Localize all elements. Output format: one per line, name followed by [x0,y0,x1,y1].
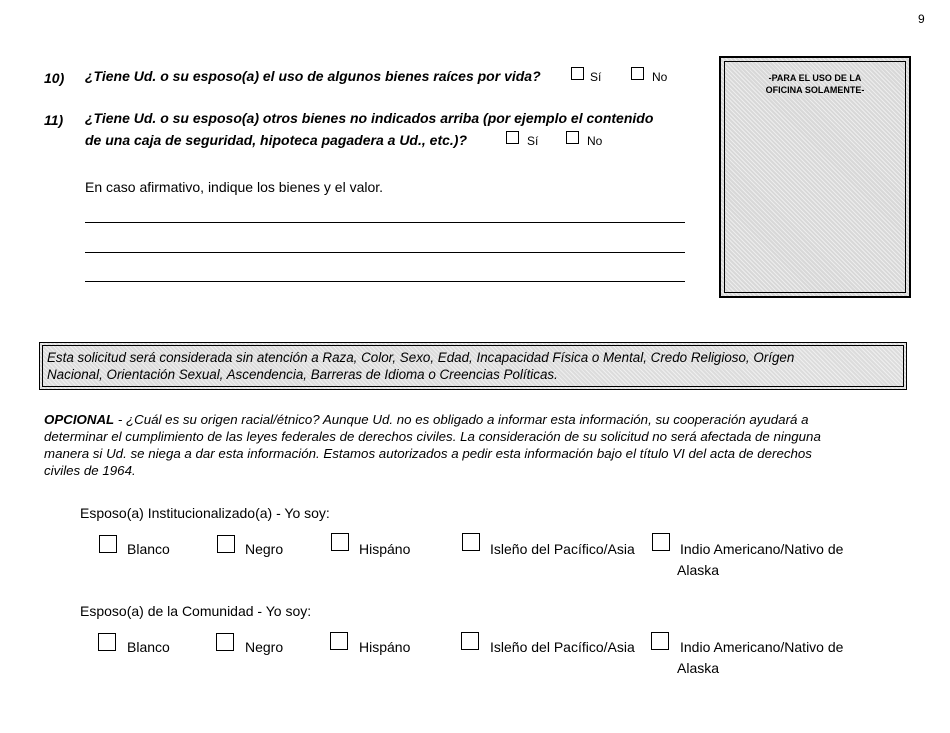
optional-line1 [44,411,914,428]
institutionalized-negro-checkbox[interactable] [217,535,235,553]
office-use-label-line2: OFICINA SOLAMENTE- [765,85,865,95]
question-10-si-checkbox[interactable] [571,67,584,80]
question-11-si-label: Sí [527,134,539,148]
question-10-no-label: No [652,70,668,84]
notice-text [47,349,898,383]
question-10-number: 10) [44,70,65,86]
optional-line1-text: - ¿Cuál es su origen racial/étnico? Aunque Ud. no es obligado a informar esta información, su cooperación ayudará a [114,412,809,427]
community-spouse-heading: Esposo(a) de la Comunidad - Yo soy: [80,603,312,619]
institutionalized-hispano-checkbox[interactable] [331,533,349,551]
page-number: 9 [918,12,925,26]
optional-line3: manera si Ud. se niega a dar esta información. Estamos autorizados a pedir esta información bajo el título VI del acta de derechos [44,446,812,461]
institutionalized-native-checkbox[interactable] [652,533,670,551]
community-hispano-checkbox[interactable] [330,632,348,650]
institutionalized-pacific-asia-label: Isleño del Pacífico/Asia [490,541,635,557]
institutionalized-native-label: Indio Americano/Nativo de [680,541,844,557]
community-hispano-label: Hispáno [359,639,411,655]
asset-line-3[interactable] [85,281,685,282]
optional-line4: civiles de 1964. [44,463,136,478]
institutionalized-blanco-label: Blanco [127,541,170,557]
question-11-si-checkbox[interactable] [506,131,519,144]
office-use-label [725,72,905,96]
institutionalized-native-label-cont: Alaska [677,562,720,578]
optional-label: OPCIONAL [44,412,115,427]
notice-line2: Nacional, Orientación Sexual, Ascendencia, Barreras de Idioma o Creencias Políticas. [47,367,558,382]
institutionalized-spouse-heading: Esposo(a) Institucionalizado(a) - Yo soy: [80,505,330,521]
institutionalized-pacific-asia-checkbox[interactable] [462,533,480,551]
question-10-no-checkbox[interactable] [631,67,644,80]
community-pacific-asia-label: Isleño del Pacífico/Asia [490,639,635,655]
office-use-inner-border [724,61,906,293]
asset-line-2[interactable] [85,252,685,253]
institutionalized-hispano-label: Hispáno [359,541,411,557]
non-discrimination-notice [39,342,907,390]
community-native-label-cont: Alaska [677,660,720,676]
community-pacific-asia-checkbox[interactable] [461,632,479,650]
institutionalized-negro-label: Negro [245,541,284,557]
question-11-number: 11) [44,112,64,128]
notice-line1: Esta solicitud será considerada sin atención a Raza, Color, Sexo, Edad, Incapacidad Física o Mental, Credo Religioso, Orígen [47,350,795,365]
institutionalized-blanco-checkbox[interactable] [99,535,117,553]
community-negro-checkbox[interactable] [216,633,234,651]
question-11-no-label: No [587,134,603,148]
question-10-si-label: Sí [590,70,602,84]
community-blanco-checkbox[interactable] [98,633,116,651]
question-11-text-line2: de una caja de seguridad, hipoteca pagadera a Ud., etc.)? [85,132,467,148]
office-use-box [719,56,911,298]
community-blanco-label: Blanco [127,639,170,655]
question-10-text: ¿Tiene Ud. o su esposo(a) el uso de algunos bienes raíces por vida? [85,68,541,84]
community-native-checkbox[interactable] [651,632,669,650]
optional-paragraph [44,411,914,479]
community-native-label: Indio Americano/Nativo de [680,639,844,655]
question-11-text-line1: ¿Tiene Ud. o su esposo(a) otros bienes no indicados arriba (por ejemplo el contenido [85,110,654,126]
affirmative-prompt: En caso afirmativo, indique los bienes y el valor. [85,179,384,195]
community-negro-label: Negro [245,639,284,655]
question-11-no-checkbox[interactable] [566,131,579,144]
asset-line-1[interactable] [85,222,685,223]
office-use-label-line1: -PARA EL USO DE LA [768,73,862,83]
optional-line2: determinar el cumplimiento de las leyes federales de derechos civiles. La consideración de su solicitud no será afectada de ninguna [44,429,821,444]
